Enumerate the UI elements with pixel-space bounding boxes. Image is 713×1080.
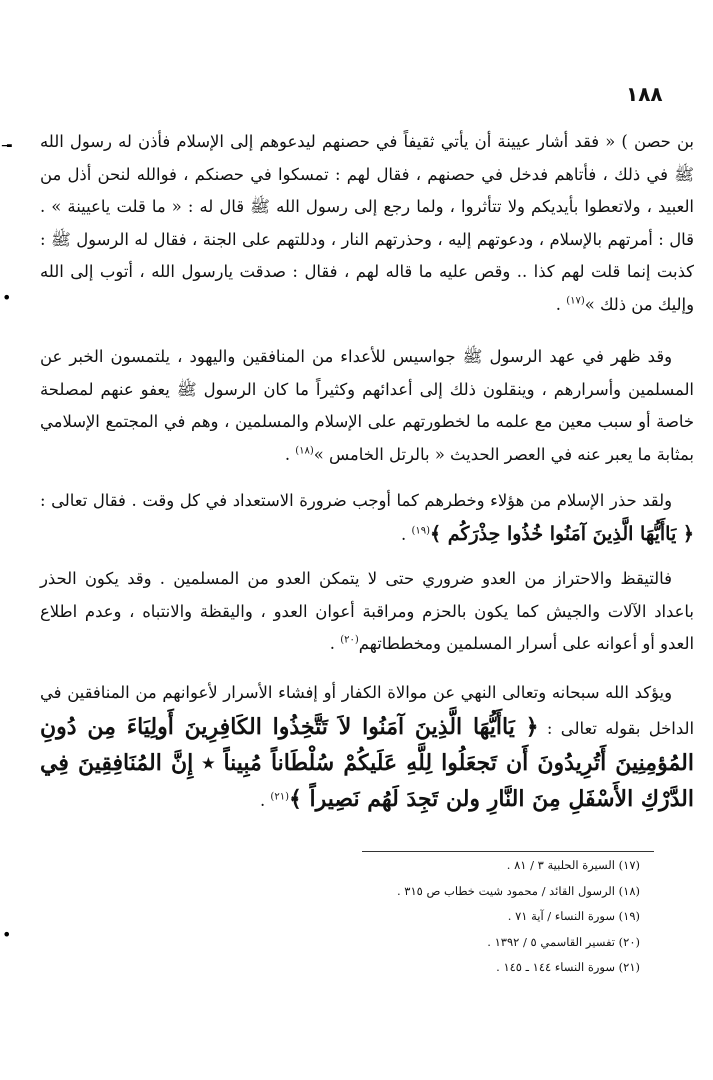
footnote-ref: (٢١) (270, 791, 289, 803)
page-number: ١٨٨ (626, 82, 663, 106)
paragraph (40, 126, 694, 322)
paragraph (40, 485, 694, 551)
footnote-ref: (٢٠) (340, 634, 359, 646)
paragraph-text: فالتيقظ والاحتراز من العدو ضروري حتى لا يتمكن العدو من المسلمين . وقد يكون الحذر باعداد الآلات والجيش كما يكون بالحزم ومراقبة أعوان العدو ، واليقظة والانتباه ، وعدم اطلاع العدو أو أعوانه على أسرار المسلمين ومخططاتهم (40, 569, 694, 654)
paragraph-text: . (555, 294, 567, 314)
footnote-ref: (١٨) (295, 445, 314, 457)
paragraph-block (40, 126, 694, 322)
footnote-ref: (١٩) (411, 525, 431, 537)
paragraph-text: وقد ظهر في عهد الرسول ﷺ جواسيس للأعداء من المنافقين واليهود ، يلتمسون الخبر عن المسلمين وأسرارهم ، وينقلون ذلك إلى أعدائهم وكثيراً ما كان الرسول ﷺ يعفو عنهم لمصلحة خاصة أو سبب معين مع علمه ما لخطورتهم على الإسلام والمسلمين ، وهم في المجتمع الإسلامي بمثابة ما يعبر عنه في العصر الحديث « بالرتل الخامس » (40, 347, 694, 464)
paragraph-text: . (401, 524, 412, 544)
paragraph-block (40, 676, 694, 818)
footnote-separator (362, 851, 654, 852)
margin-mark: • (2, 288, 12, 307)
paragraph-text: بن حصن ) « فقد أشار عيينة أن يأتي ثقيفاً في حصنهم ليدعوهم إلى الإسلام فأذن له رسول الله ﷺ في ذلك ، فأتاهم فدخل في حصنهم ، فقال لهم : تمسكوا في حصنكم ، فوالله لنحن أذل من العبيد ، ولاتعطوا بأيديكم ولا تتأثروا ، ولما رجع إلى رسول الله ﷺ قال له : « ما قلت ياعيينة » . قال : أمرتهم بالإسلام ، ودعوتهم إليه ، وحذرتهم النار ، ودللتهم على الجنة ، فقال له الرسول ﷺ : كذبت إنما قلت لهم كذا .. وقص عليه ما قاله لهم ، فقال : صدقت يارسول الله ، أتوب إلى الله وإليك من ذلك » (40, 132, 694, 314)
paragraph-block (40, 563, 694, 661)
footnote: (٢١) سورة النساء ١٤٤ ـ ١٤٥ . (496, 960, 640, 974)
margin-mark: ╼ (2, 136, 12, 155)
paragraph-text: . (284, 444, 296, 464)
quran-verse: ﴿ يَاأَيُّهَا الَّذِينَ آمَنُوا خُذُوا حِذْرَكُم ﴾ (430, 522, 694, 545)
paragraph-text: ويؤكد الله سبحانه وتعالى النهي عن موالاة الكفار أو إفشاء الأسرار لأعوانهم من المنافقين في الداخل بقوله تعالى : (40, 683, 694, 738)
footnote: (٢٠) تفسير القاسمي ٥ / ١٣٩٢ . (487, 934, 640, 949)
footnote: (١٩) سورة النساء / آية ٧١ . (507, 909, 640, 923)
footnote: (١٨) الرسول القائد / محمود شيت خطاب ص ٣١٥ . (396, 883, 640, 898)
paragraph (40, 676, 694, 818)
margin-mark: • (2, 925, 12, 944)
footnotes (300, 853, 640, 981)
footnote-ref: (١٧) (566, 295, 585, 307)
quran-verse: ﴿ يَاأَيُّهَا الَّذِينَ آمَنُوا لاَ تَتَّخِذُوا الكَافِرِينَ أَولِيَاءَ مِن دُونِ المُؤمِنِينَ أَتُرِيدُونَ أَن تَجعَلُوا لِلَّهِ عَلَيكُمْ سُلْطَاناً مُبِيناً ٭ إِنَّ المُنَافِقِينَ فِي الدَّرْكِ الأَسْفَلِ مِنَ النَّارِ ولن تَجِدَ لَهُم نَصِيراً ﴾ (40, 714, 694, 812)
paragraph-block (40, 485, 694, 551)
paragraph-text: . (260, 791, 271, 810)
paragraph-text: ولقد حذر الإسلام من هؤلاء وخطرهم كما أوجب ضرورة الاستعداد في كل وقت . فقال تعالى : (40, 491, 672, 510)
paragraph (40, 563, 694, 661)
paragraph (40, 341, 694, 471)
paragraph-block (40, 341, 694, 471)
paragraph-text: . (329, 634, 341, 654)
footnote: (١٧) السيرة الحلبية ٣ / ٨١ . (506, 858, 640, 872)
